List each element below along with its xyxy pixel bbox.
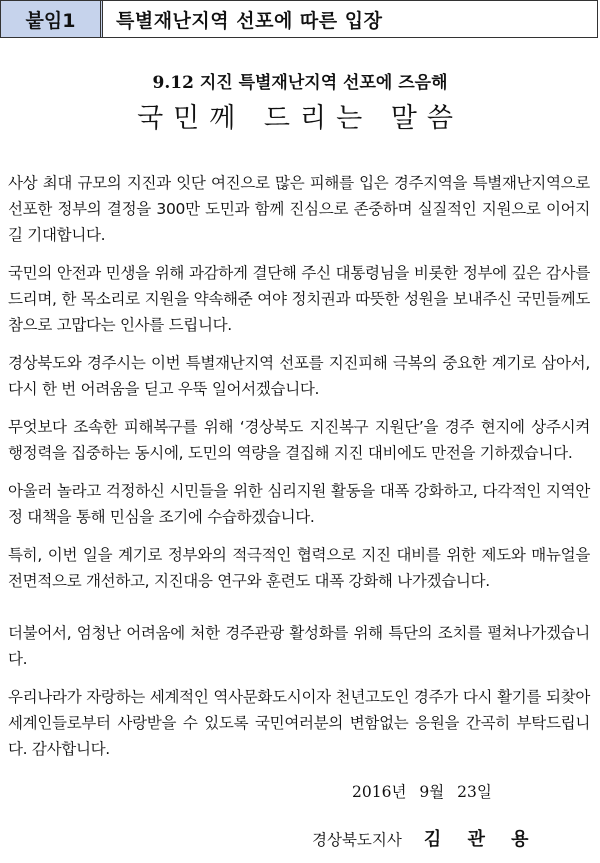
paragraph-1: 사상 최대 규모의 지진과 잇단 여진으로 많은 피해를 입은 경주지역을 특별재난지역으로 선포한 정부의 결정을 300만 도민과 함께 진심으로 존중하며 실질적인 지원으로 이어지길 기대합니다. bbox=[8, 174, 590, 244]
attachment-tag: 붙임1 bbox=[1, 1, 103, 37]
paragraph-2: 국민의 안전과 민생을 위해 과감하게 결단해 주신 대통령님을 비롯한 정부에 깊은 감사를 드리며, 한 목소리로 지원을 약속해준 여야 정치권과 따뜻한 성원을 보내주신 국민들께도 참으로 고맙다는 인사를 드립니다. bbox=[8, 264, 590, 334]
paragraph-6: 특히, 이번 일을 계기로 정부와의 적극적인 협력으로 지진 대비를 위한 제도와 매뉴얼을 전면적으로 개선하고, 지진대응 연구와 훈련도 대폭 강화해 나가겠습니다. bbox=[8, 546, 590, 590]
paragraph-7: 더불어서, 엄청난 어려움에 처한 경주관광 활성화를 위해 특단의 조치를 펼쳐나가겠습니다. bbox=[8, 624, 590, 668]
paragraph-3: 경상북도와 경주시는 이번 특별재난지역 선포를 지진피해 극복의 중요한 계기로 삼아서, 다시 한 번 어려움을 딛고 우뚝 일어서겠습니다. bbox=[8, 354, 590, 398]
document-subtitle: 9.12 지진 특별재난지역 선포에 즈음해 bbox=[152, 73, 448, 93]
attachment-header bbox=[0, 0, 598, 38]
paragraph-5: 아울러 놀라고 걱정하신 시민들을 위한 심리지원 활동을 대폭 강화하고, 다각적인 지역안정 대책을 통해 민심을 조기에 수습하겠습니다. bbox=[8, 482, 590, 526]
paragraph-8: 우리나라가 자랑하는 세계적인 역사문화도시이자 천년고도인 경주가 다시 활기를 되찾아 세계인들로부터 사랑받을 수 있도록 국민여러분의 변함없는 응원을 간곡히 부탁드립니다. 감사합니다. bbox=[8, 688, 590, 758]
document-date: 2016년 9월 23일 bbox=[352, 783, 492, 801]
attachment-title: 특별재난지역 선포에 따른 입장 bbox=[116, 9, 383, 32]
paragraph-4: 무엇보다 조속한 피해복구를 위해 ‘경상북도 지진복구 지원단’을 경주 현지에 상주시켜 행정력을 집중하는 동시에, 도민의 역량을 결집해 지진 대비에도 만전을 기하겠습니다. bbox=[8, 418, 590, 462]
signature-name: 김 관 용 bbox=[423, 829, 539, 850]
document-title: 국민께 드리는 말씀 bbox=[137, 103, 463, 134]
document-body bbox=[8, 170, 590, 774]
signature-role: 경상북도지사 bbox=[312, 831, 402, 849]
signature-block bbox=[312, 825, 539, 851]
